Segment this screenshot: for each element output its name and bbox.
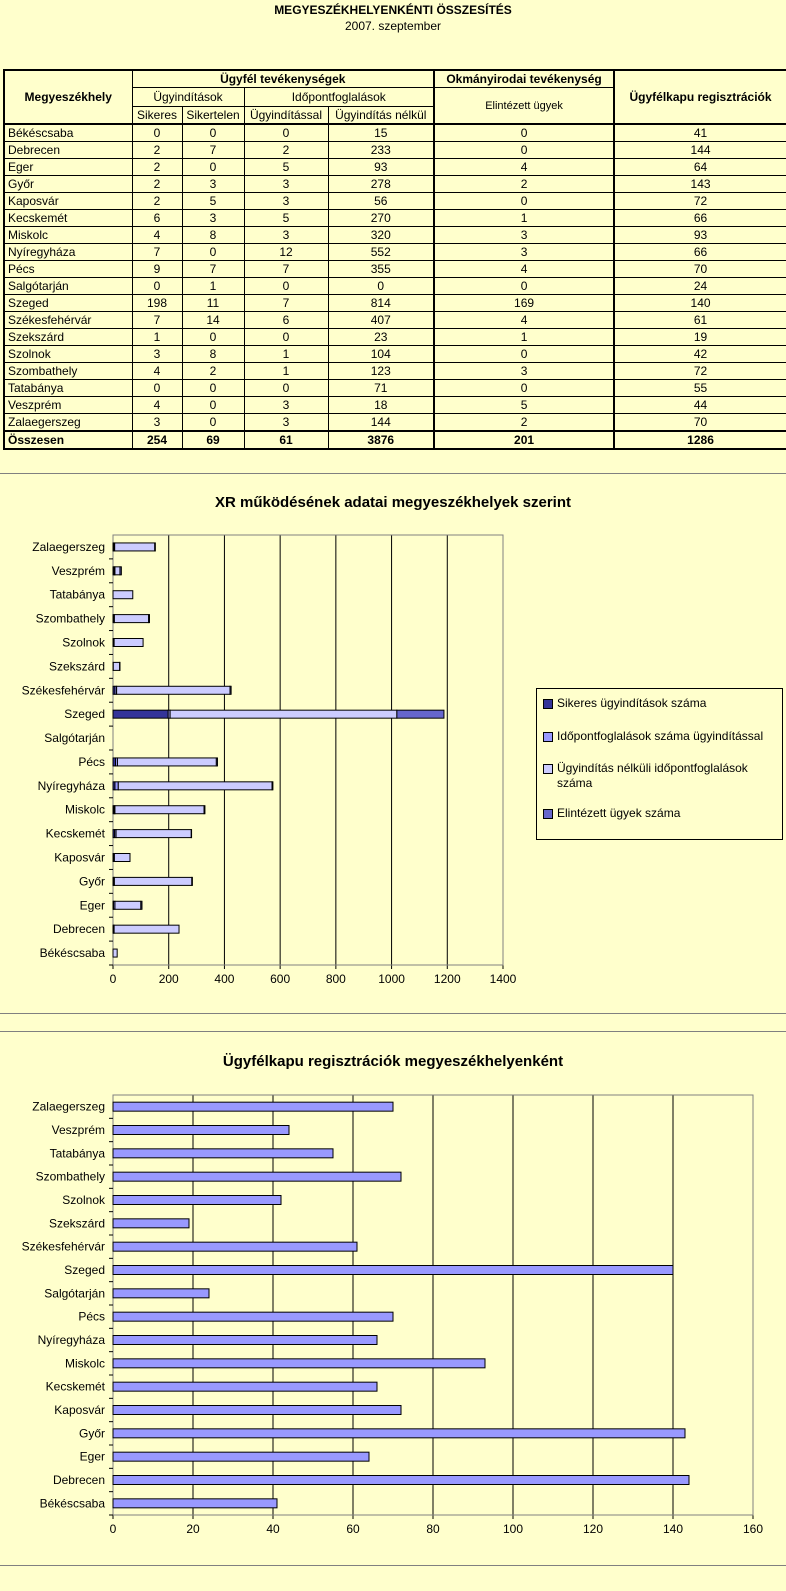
- cell-value: 2: [132, 176, 182, 193]
- cell-value: 9: [132, 261, 182, 278]
- y-tick-label: Nyíregyháza: [37, 1333, 105, 1347]
- cell-value: 4: [434, 261, 614, 278]
- cell-value: 0: [244, 124, 328, 142]
- y-tick-label: Békéscsaba: [39, 946, 105, 961]
- header-initiations: Ügyindítások: [132, 88, 244, 107]
- y-tick-label: Pécs: [78, 754, 105, 769]
- cell-city: Veszprém: [4, 397, 132, 414]
- cell-value: 123: [328, 363, 434, 380]
- x-tick-label: 200: [158, 972, 179, 986]
- cell-value: 64: [614, 159, 786, 176]
- bar: [113, 1382, 377, 1391]
- cell-value: 814: [328, 295, 434, 312]
- cell-value: 72: [614, 193, 786, 210]
- cell-value: 15: [328, 124, 434, 142]
- cell-value: 5: [434, 397, 614, 414]
- y-tick-label: Székesfehérvár: [21, 1239, 105, 1254]
- bar: [113, 1429, 685, 1438]
- cell-value: 270: [328, 210, 434, 227]
- bar: [113, 1336, 377, 1345]
- cell-value: 0: [182, 397, 244, 414]
- cell-value: 552: [328, 244, 434, 261]
- y-tick-label: Zalaegerszeg: [32, 539, 105, 554]
- cell-value: 3: [182, 176, 244, 193]
- cell-value: 72: [614, 363, 786, 380]
- y-tick-label: Zalaegerszeg: [32, 1099, 105, 1114]
- y-tick-label: Kaposvár: [54, 850, 105, 865]
- cell-value: 8: [182, 346, 244, 363]
- cell-value: 4: [434, 312, 614, 329]
- cell-value: 3: [132, 414, 182, 432]
- cell-city: Szombathely: [4, 363, 132, 380]
- cell-value: 18: [328, 397, 434, 414]
- cell-value: 201: [434, 431, 614, 449]
- cell-value: 5: [244, 159, 328, 176]
- cell-value: 7: [244, 261, 328, 278]
- bar: [113, 1499, 277, 1508]
- bar: [113, 1102, 393, 1111]
- y-tick-label: Veszprém: [51, 1123, 105, 1137]
- cell-value: 0: [182, 244, 244, 261]
- header-office-group: Okmányirodai tevékenység: [434, 70, 614, 88]
- cell-value: 0: [434, 278, 614, 295]
- cell-value: 12: [244, 244, 328, 261]
- legend-label: Elintézett ügyek száma: [557, 806, 681, 820]
- legend-label: Időpontfoglalások száma ügyindítással: [557, 729, 764, 743]
- cell-value: 93: [614, 227, 786, 244]
- cell-value: 3: [244, 227, 328, 244]
- cell-city: Eger: [4, 159, 132, 176]
- cell-value: 0: [434, 380, 614, 397]
- cell-value: 144: [328, 414, 434, 432]
- cell-value: 1: [132, 329, 182, 346]
- y-tick-label: Szekszárd: [48, 659, 105, 674]
- header-client-group: Ügyfél tevékenységek: [132, 70, 434, 88]
- cell-value: 41: [614, 124, 786, 142]
- cell-value: 3: [244, 193, 328, 210]
- header-appointments: Időpontfoglalások: [244, 88, 434, 107]
- cell-city: Békéscsaba: [4, 124, 132, 142]
- cell-value: 6: [244, 312, 328, 329]
- y-tick-label: Kecskemét: [45, 1379, 105, 1394]
- bar: [113, 1126, 289, 1135]
- cell-value: 0: [182, 414, 244, 432]
- cell-value: 4: [132, 227, 182, 244]
- x-tick-label: 800: [325, 972, 346, 986]
- cell-value: 254: [132, 431, 182, 449]
- x-tick-label: 0: [109, 1522, 117, 1536]
- cell-value: 44: [614, 397, 786, 414]
- header-registrations: Ügyfélkapu regisztrációk: [614, 70, 786, 124]
- y-tick-label: Kecskemét: [45, 826, 105, 841]
- cell-value: 3876: [328, 431, 434, 449]
- y-tick-label: Szekszárd: [48, 1216, 105, 1231]
- y-tick-label: Tatabánya: [49, 1146, 105, 1161]
- cell-value: 66: [614, 244, 786, 261]
- x-tick-label: 1400: [489, 972, 517, 986]
- cell-value: 0: [328, 278, 434, 295]
- cell-value: 7: [132, 244, 182, 261]
- header-completed: Elintézett ügyek: [434, 88, 614, 125]
- cell-value: 2: [244, 142, 328, 159]
- y-tick-label: Debrecen: [52, 1473, 105, 1487]
- cell-value: 7: [182, 261, 244, 278]
- cell-value: 70: [614, 261, 786, 278]
- cell-value: 3: [434, 363, 614, 380]
- cell-value: 2: [434, 414, 614, 432]
- x-tick-label: 40: [266, 1522, 280, 1536]
- y-tick-label: Miskolc: [64, 802, 105, 817]
- cell-value: 42: [614, 346, 786, 363]
- cell-value: 2: [132, 142, 182, 159]
- cell-value: 198: [132, 295, 182, 312]
- x-tick-label: 160: [742, 1522, 764, 1536]
- cell-city: Debrecen: [4, 142, 132, 159]
- y-tick-label: Eger: [79, 898, 105, 913]
- cell-value: 19: [614, 329, 786, 346]
- cell-value: 0: [244, 278, 328, 295]
- y-tick-label: Nyíregyháza: [37, 778, 105, 793]
- cell-value: 143: [614, 176, 786, 193]
- x-tick-label: 100: [502, 1522, 524, 1536]
- x-tick-label: 1200: [433, 972, 461, 986]
- cell-value: 233: [328, 142, 434, 159]
- y-tick-label: Salgótarján: [44, 1286, 105, 1301]
- cell-value: 0: [244, 380, 328, 397]
- cell-city: Miskolc: [4, 227, 132, 244]
- cell-value: 320: [328, 227, 434, 244]
- bar: [113, 1219, 189, 1228]
- cell-value: 1: [182, 278, 244, 295]
- y-tick-label: Eger: [79, 1449, 105, 1464]
- x-tick-label: 400: [214, 972, 235, 986]
- y-tick-label: Tatabánya: [49, 587, 105, 602]
- bar: [113, 1149, 333, 1158]
- y-tick-label: Győr: [78, 1426, 105, 1441]
- y-tick-label: Szeged: [64, 707, 105, 722]
- cell-value: 0: [434, 346, 614, 363]
- cell-value: 6: [132, 210, 182, 227]
- cell-value: 3: [132, 346, 182, 363]
- header-without-initiation: Ügyindítás nélkül: [328, 107, 434, 125]
- cell-value: 2: [132, 159, 182, 176]
- cell-value: 0: [434, 142, 614, 159]
- cell-value: 71: [328, 380, 434, 397]
- cell-value: 69: [182, 431, 244, 449]
- cell-value: 5: [244, 210, 328, 227]
- y-tick-label: Debrecen: [52, 922, 105, 937]
- page-title: MEGYESZÉKHELYENKÉNTI ÖSSZESÍTÉS: [274, 3, 512, 17]
- bar: [113, 1406, 401, 1415]
- cell-value: 1: [434, 329, 614, 346]
- cell-city: Szeged: [4, 295, 132, 312]
- cell-value: 23: [328, 329, 434, 346]
- x-tick-label: 0: [109, 972, 117, 986]
- bar: [113, 1476, 689, 1485]
- cell-value: 7: [182, 142, 244, 159]
- cell-value: 55: [614, 380, 786, 397]
- cell-city: Kecskemét: [4, 210, 132, 227]
- cell-value: 140: [614, 295, 786, 312]
- cell-city: Székesfehérvár: [4, 312, 132, 329]
- header-successful: Sikeres: [132, 107, 182, 125]
- cell-value: 2: [132, 193, 182, 210]
- cell-value: 11: [182, 295, 244, 312]
- cell-value: 0: [434, 193, 614, 210]
- cell-value: 278: [328, 176, 434, 193]
- cell-value: 0: [434, 124, 614, 142]
- y-tick-label: Szombathely: [35, 1169, 105, 1184]
- cell-value: 1286: [614, 431, 786, 449]
- legend-label: Ügyindítás nélküli időpontfoglalások száma: [557, 761, 748, 790]
- x-tick-label: 140: [662, 1522, 684, 1536]
- cell-value: 0: [182, 329, 244, 346]
- cell-value: 8: [182, 227, 244, 244]
- cell-value: 3: [244, 414, 328, 432]
- cell-value: 3: [434, 244, 614, 261]
- y-tick-label: Veszprém: [51, 563, 105, 578]
- cell-value: 0: [132, 124, 182, 142]
- cell-city: Salgótarján: [4, 278, 132, 295]
- cell-value: 104: [328, 346, 434, 363]
- bar: [113, 1242, 357, 1251]
- cell-value: 0: [132, 380, 182, 397]
- divider: [0, 1565, 786, 1566]
- cell-value: 4: [132, 363, 182, 380]
- x-tick-label: 600: [270, 972, 291, 986]
- cell-value: 1: [244, 363, 328, 380]
- cell-city: Kaposvár: [4, 193, 132, 210]
- cell-value: 61: [244, 431, 328, 449]
- cell-city: Szekszárd: [4, 329, 132, 346]
- cell-value: 56: [328, 193, 434, 210]
- cell-value: 0: [132, 278, 182, 295]
- cell-value: 1: [434, 210, 614, 227]
- y-tick-label: Salgótarján: [44, 731, 105, 746]
- y-tick-label: Békéscsaba: [39, 1496, 105, 1511]
- y-tick-label: Győr: [78, 874, 105, 889]
- cell-value: 0: [182, 159, 244, 176]
- cell-value: 24: [614, 278, 786, 295]
- cell-value: 4: [434, 159, 614, 176]
- x-tick-label: 20: [186, 1522, 200, 1536]
- chart1-title: XR működésének adatai megyeszékhelyek szerint: [214, 494, 571, 511]
- bar: [113, 1196, 281, 1205]
- x-tick-label: 120: [582, 1522, 604, 1536]
- y-tick-label: Szolnok: [62, 1193, 105, 1207]
- x-tick-label: 60: [346, 1522, 360, 1536]
- cell-value: 5: [182, 193, 244, 210]
- bar: [113, 1312, 393, 1321]
- cell-value: 93: [328, 159, 434, 176]
- y-tick-label: Szombathely: [35, 611, 105, 626]
- legend-label: Sikeres ügyindítások száma: [557, 696, 707, 710]
- y-tick-label: Székesfehérvár: [21, 683, 105, 698]
- y-tick-label: Szeged: [64, 1263, 105, 1277]
- cell-value: 4: [132, 397, 182, 414]
- cell-city: Tatabánya: [4, 380, 132, 397]
- cell-city: Pécs: [4, 261, 132, 278]
- cell-city: Zalaegerszeg: [4, 414, 132, 432]
- cell-value: 61: [614, 312, 786, 329]
- header-with-initiation: Ügyindítással: [244, 107, 328, 125]
- cell-value: 3: [434, 227, 614, 244]
- cell-city: Szolnok: [4, 346, 132, 363]
- cell-value: 70: [614, 414, 786, 432]
- cell-value: 3: [244, 176, 328, 193]
- y-tick-label: Miskolc: [64, 1356, 105, 1371]
- page-subtitle: 2007. szeptember: [344, 19, 442, 33]
- cell-value: 7: [132, 312, 182, 329]
- cell-value: 7: [244, 295, 328, 312]
- bar: [113, 1172, 401, 1181]
- cell-value: 3: [182, 210, 244, 227]
- cell-value: 144: [614, 142, 786, 159]
- x-tick-label: 80: [426, 1522, 440, 1536]
- cell-value: 1: [244, 346, 328, 363]
- cell-value: 0: [182, 124, 244, 142]
- cell-value: 355: [328, 261, 434, 278]
- y-tick-label: Kaposvár: [54, 1403, 105, 1417]
- y-tick-label: Pécs: [78, 1309, 105, 1324]
- header-city: Megyeszékhely: [4, 70, 132, 124]
- cell-value: 2: [434, 176, 614, 193]
- cell-value: 2: [182, 363, 244, 380]
- cell-value: 66: [614, 210, 786, 227]
- cell-city: Összesen: [4, 431, 132, 449]
- bar: [113, 1266, 673, 1275]
- cell-city: Győr: [4, 176, 132, 193]
- y-tick-label: Szolnok: [62, 635, 105, 650]
- cell-value: 169: [434, 295, 614, 312]
- cell-value: 0: [182, 380, 244, 397]
- bar: [113, 1359, 485, 1368]
- cell-value: 0: [244, 329, 328, 346]
- chart2-title: Ügyfélkapu regisztrációk megyeszékhelyenként: [222, 1053, 564, 1070]
- cell-city: Nyíregyháza: [4, 244, 132, 261]
- cell-value: 3: [244, 397, 328, 414]
- bar: [113, 1289, 209, 1298]
- cell-value: 14: [182, 312, 244, 329]
- x-tick-label: 1000: [378, 972, 405, 986]
- header-unsuccessful: Sikertelen: [182, 107, 244, 125]
- cell-value: 407: [328, 312, 434, 329]
- bar: [113, 1452, 369, 1461]
